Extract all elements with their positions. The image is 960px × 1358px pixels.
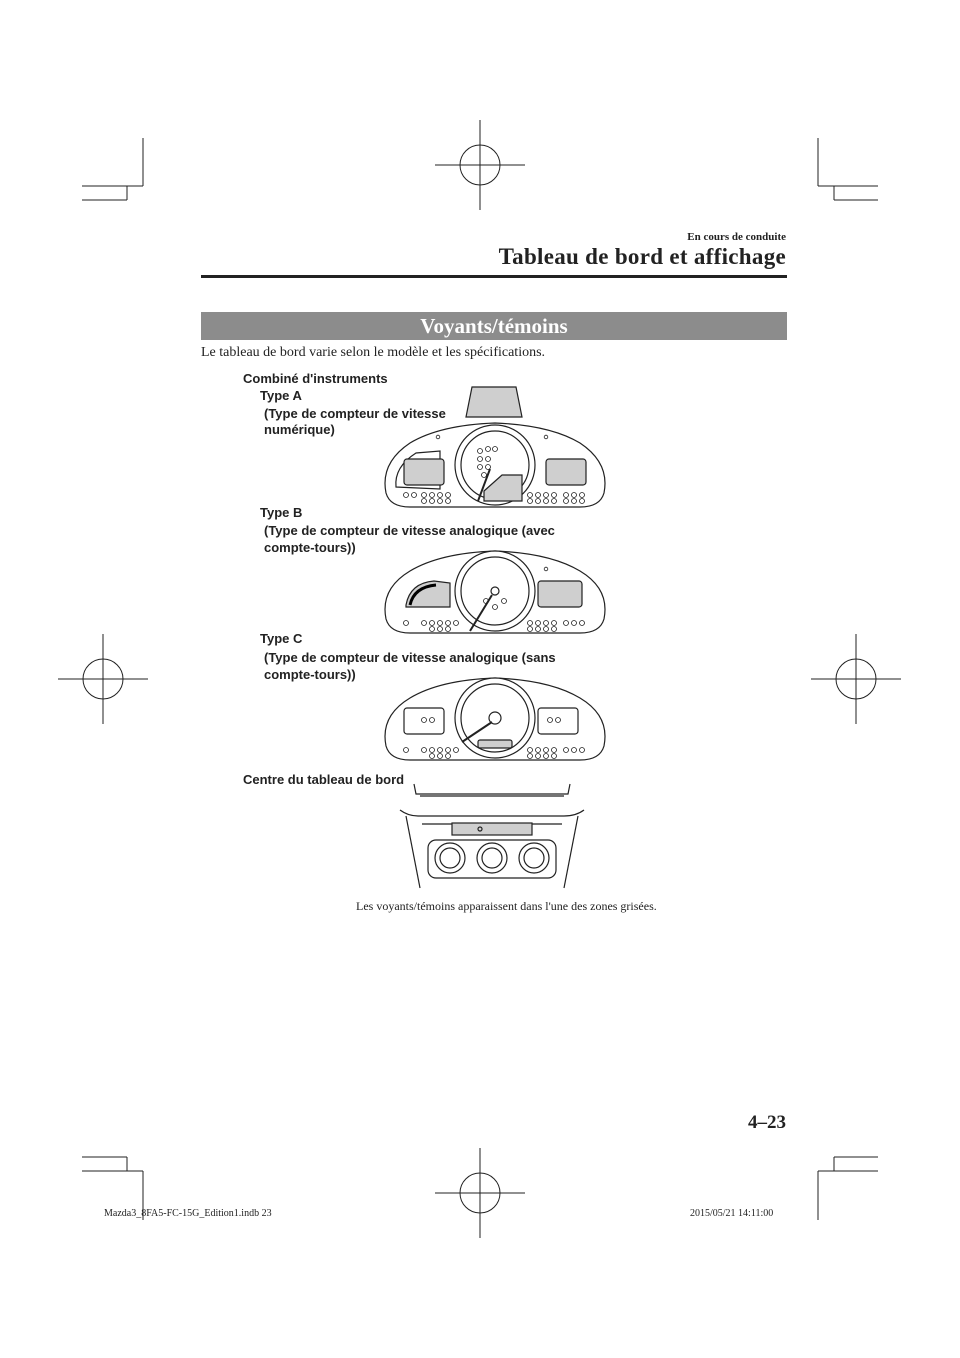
figure-caption: Les voyants/témoins apparaissent dans l'une des zones grisées. (356, 899, 657, 913)
section-banner: Voyants/témoins (201, 312, 787, 340)
centre-shaded-zone (478, 740, 512, 748)
type-a-desc-line2: numérique) (264, 422, 335, 437)
chapter-title: Tableau de bord et affichage (498, 244, 786, 269)
cluster-type-c (380, 672, 610, 762)
type-b-desc-line1: (Type de compteur de vitesse analogique (avec (264, 523, 555, 538)
intro-paragraph: Le tableau de bord varie selon le modèle et les spécifications. (201, 345, 546, 360)
footer-filename: Mazda3_8FA5-FC-15G_Edition1.indb 23 (104, 1208, 272, 1219)
head-up-display-zone (466, 387, 522, 417)
combine-label: Combiné d'instruments (243, 371, 388, 386)
type-c-label: Type C (260, 631, 303, 646)
centre-shaded-zone (452, 823, 532, 835)
right-shaded-zone (538, 581, 582, 607)
cluster-type-a (380, 383, 610, 518)
title-rule (201, 275, 787, 278)
left-shaded-zone (404, 459, 444, 485)
type-c-desc-line1: (Type de compteur de vitesse analogique (sans (264, 650, 556, 665)
type-b-label: Type B (260, 505, 303, 520)
cluster-type-b (380, 545, 610, 635)
section-label: En cours de conduite (687, 231, 786, 243)
type-a-desc-line1: (Type de compteur de vitesse (264, 406, 446, 421)
type-c-desc-line2: compte-tours)) (264, 667, 356, 682)
footer-timestamp: 2015/05/21 14:11:00 (690, 1208, 774, 1219)
type-b-desc-line2: compte-tours)) (264, 540, 356, 555)
centre-label: Centre du tableau de bord (243, 772, 405, 787)
centre-dashboard-illustration (398, 780, 598, 890)
type-a-label: Type A (260, 388, 302, 403)
right-shaded-zone (546, 459, 586, 485)
page-number: 4–23 (748, 1112, 786, 1133)
